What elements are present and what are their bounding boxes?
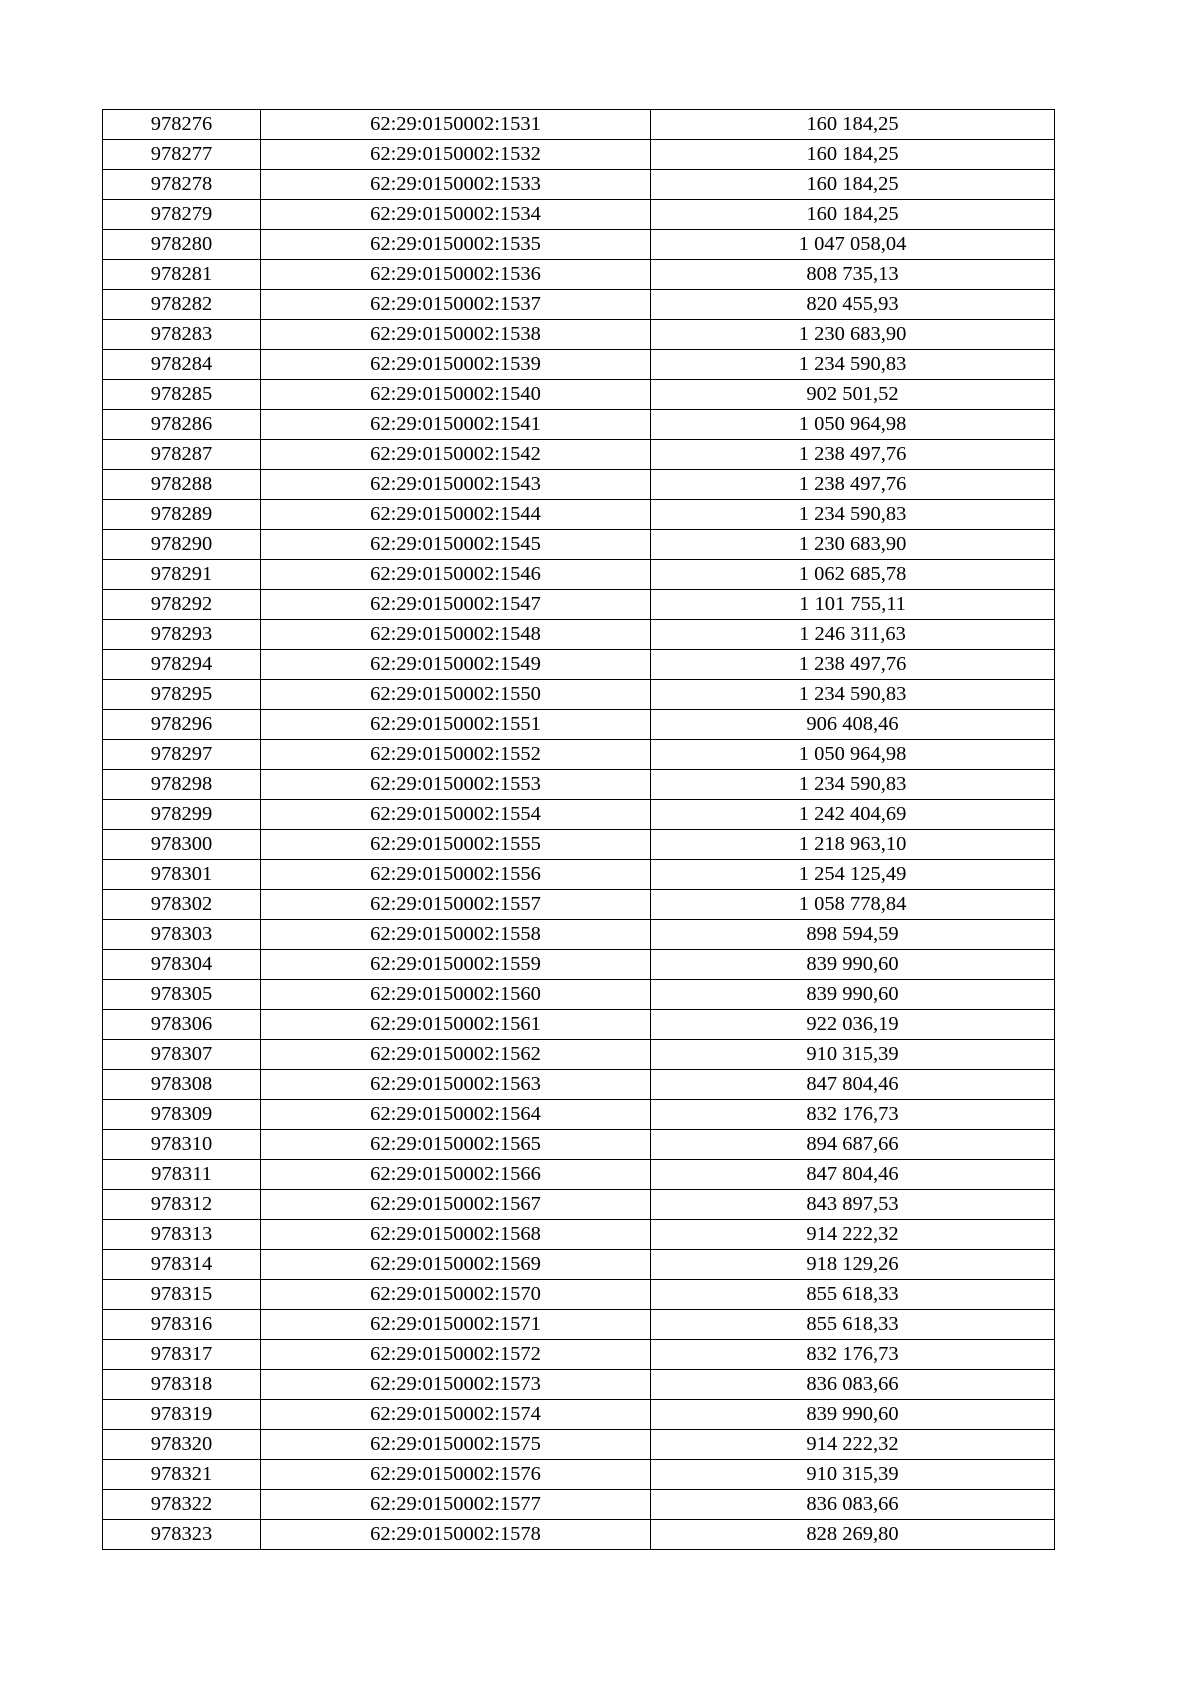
cadastral-value-table [102,109,1055,1550]
table-row [103,110,1055,140]
row-number-cell: 978306 [103,1010,261,1040]
cadastral-number-cell: 62:29:0150002:1541 [261,410,651,440]
cadastral-number-cell: 62:29:0150002:1555 [261,830,651,860]
cadastral-number-cell: 62:29:0150002:1542 [261,440,651,470]
table-row [103,560,1055,590]
row-number-cell: 978293 [103,620,261,650]
table-row [103,1160,1055,1190]
row-number-cell: 978277 [103,140,261,170]
row-number-cell: 978291 [103,560,261,590]
cadastral-value-cell: 836 083,66 [651,1370,1055,1400]
table-row [103,320,1055,350]
cadastral-value-cell: 855 618,33 [651,1310,1055,1340]
row-number-cell: 978285 [103,380,261,410]
row-number-cell: 978294 [103,650,261,680]
cadastral-value-cell: 1 238 497,76 [651,650,1055,680]
table-row [103,1310,1055,1340]
cadastral-value-cell: 918 129,26 [651,1250,1055,1280]
table-row [103,1070,1055,1100]
row-number-cell: 978302 [103,890,261,920]
cadastral-value-cell: 843 897,53 [651,1190,1055,1220]
cadastral-number-cell: 62:29:0150002:1551 [261,710,651,740]
row-number-cell: 978303 [103,920,261,950]
row-number-cell: 978321 [103,1460,261,1490]
row-number-cell: 978319 [103,1400,261,1430]
cadastral-value-cell: 808 735,13 [651,260,1055,290]
table-row [103,530,1055,560]
table-row [103,1370,1055,1400]
cadastral-number-cell: 62:29:0150002:1533 [261,170,651,200]
table-row [103,620,1055,650]
row-number-cell: 978307 [103,1040,261,1070]
row-number-cell: 978311 [103,1160,261,1190]
table-row [103,680,1055,710]
table-row [103,1280,1055,1310]
cadastral-number-cell: 62:29:0150002:1547 [261,590,651,620]
row-number-cell: 978304 [103,950,261,980]
row-number-cell: 978290 [103,530,261,560]
cadastral-number-cell: 62:29:0150002:1553 [261,770,651,800]
table-row [103,1220,1055,1250]
cadastral-number-cell: 62:29:0150002:1562 [261,1040,651,1070]
row-number-cell: 978286 [103,410,261,440]
cadastral-value-cell: 828 269,80 [651,1520,1055,1550]
row-number-cell: 978315 [103,1280,261,1310]
cadastral-value-cell: 1 234 590,83 [651,680,1055,710]
row-number-cell: 978283 [103,320,261,350]
row-number-cell: 978296 [103,710,261,740]
cadastral-value-cell: 1 050 964,98 [651,740,1055,770]
cadastral-value-cell: 1 062 685,78 [651,560,1055,590]
cadastral-number-cell: 62:29:0150002:1549 [261,650,651,680]
table-row [103,470,1055,500]
cadastral-number-cell: 62:29:0150002:1570 [261,1280,651,1310]
cadastral-value-cell: 1 254 125,49 [651,860,1055,890]
cadastral-number-cell: 62:29:0150002:1568 [261,1220,651,1250]
cadastral-value-cell: 832 176,73 [651,1100,1055,1130]
table-row [103,890,1055,920]
cadastral-number-cell: 62:29:0150002:1572 [261,1340,651,1370]
table-row [103,710,1055,740]
table-row [103,1190,1055,1220]
table-row [103,1100,1055,1130]
cadastral-number-cell: 62:29:0150002:1565 [261,1130,651,1160]
row-number-cell: 978278 [103,170,261,200]
table-row [103,650,1055,680]
row-number-cell: 978295 [103,680,261,710]
cadastral-value-cell: 1 238 497,76 [651,470,1055,500]
cadastral-value-cell: 1 047 058,04 [651,230,1055,260]
row-number-cell: 978313 [103,1220,261,1250]
cadastral-value-cell: 820 455,93 [651,290,1055,320]
row-number-cell: 978282 [103,290,261,320]
row-number-cell: 978284 [103,350,261,380]
cadastral-number-cell: 62:29:0150002:1540 [261,380,651,410]
table-row [103,1010,1055,1040]
cadastral-value-cell: 906 408,46 [651,710,1055,740]
cadastral-number-cell: 62:29:0150002:1552 [261,740,651,770]
table-row [103,200,1055,230]
table-row [103,1460,1055,1490]
cadastral-value-cell: 914 222,32 [651,1430,1055,1460]
row-number-cell: 978320 [103,1430,261,1460]
cadastral-number-cell: 62:29:0150002:1531 [261,110,651,140]
cadastral-number-cell: 62:29:0150002:1559 [261,950,651,980]
row-number-cell: 978323 [103,1520,261,1550]
cadastral-number-cell: 62:29:0150002:1554 [261,800,651,830]
table-row [103,1490,1055,1520]
row-number-cell: 978288 [103,470,261,500]
cadastral-value-cell: 910 315,39 [651,1460,1055,1490]
cadastral-value-cell: 847 804,46 [651,1160,1055,1190]
cadastral-number-cell: 62:29:0150002:1539 [261,350,651,380]
cadastral-value-cell: 839 990,60 [651,1400,1055,1430]
cadastral-value-cell: 1 234 590,83 [651,350,1055,380]
cadastral-value-cell: 1 234 590,83 [651,770,1055,800]
cadastral-number-cell: 62:29:0150002:1563 [261,1070,651,1100]
cadastral-value-cell: 855 618,33 [651,1280,1055,1310]
cadastral-value-cell: 832 176,73 [651,1340,1055,1370]
cadastral-number-cell: 62:29:0150002:1535 [261,230,651,260]
table-row [103,230,1055,260]
cadastral-number-cell: 62:29:0150002:1567 [261,1190,651,1220]
table-row [103,1520,1055,1550]
row-number-cell: 978281 [103,260,261,290]
cadastral-number-cell: 62:29:0150002:1575 [261,1430,651,1460]
cadastral-number-cell: 62:29:0150002:1576 [261,1460,651,1490]
table-row [103,740,1055,770]
row-number-cell: 978316 [103,1310,261,1340]
row-number-cell: 978292 [103,590,261,620]
cadastral-number-cell: 62:29:0150002:1534 [261,200,651,230]
cadastral-number-cell: 62:29:0150002:1543 [261,470,651,500]
table-row [103,980,1055,1010]
row-number-cell: 978318 [103,1370,261,1400]
cadastral-value-cell: 1 238 497,76 [651,440,1055,470]
row-number-cell: 978305 [103,980,261,1010]
table-row [103,140,1055,170]
row-number-cell: 978280 [103,230,261,260]
table-row [103,950,1055,980]
cadastral-number-cell: 62:29:0150002:1577 [261,1490,651,1520]
row-number-cell: 978289 [103,500,261,530]
row-number-cell: 978322 [103,1490,261,1520]
cadastral-value-cell: 922 036,19 [651,1010,1055,1040]
cadastral-number-cell: 62:29:0150002:1537 [261,290,651,320]
cadastral-number-cell: 62:29:0150002:1545 [261,530,651,560]
cadastral-value-cell: 1 242 404,69 [651,800,1055,830]
cadastral-number-cell: 62:29:0150002:1558 [261,920,651,950]
table-row [103,440,1055,470]
cadastral-value-cell: 160 184,25 [651,170,1055,200]
cadastral-number-cell: 62:29:0150002:1566 [261,1160,651,1190]
table-row [103,920,1055,950]
table-row [103,500,1055,530]
cadastral-value-cell: 160 184,25 [651,140,1055,170]
cadastral-number-cell: 62:29:0150002:1536 [261,260,651,290]
table-row [103,290,1055,320]
table-row [103,1430,1055,1460]
table-body [103,110,1055,1550]
row-number-cell: 978299 [103,800,261,830]
cadastral-value-cell: 1 246 311,63 [651,620,1055,650]
table-row [103,380,1055,410]
cadastral-value-cell: 160 184,25 [651,200,1055,230]
table-row [103,350,1055,380]
row-number-cell: 978276 [103,110,261,140]
cadastral-value-cell: 839 990,60 [651,980,1055,1010]
row-number-cell: 978312 [103,1190,261,1220]
cadastral-number-cell: 62:29:0150002:1546 [261,560,651,590]
row-number-cell: 978301 [103,860,261,890]
row-number-cell: 978297 [103,740,261,770]
cadastral-number-cell: 62:29:0150002:1550 [261,680,651,710]
table-row [103,1250,1055,1280]
cadastral-value-cell: 914 222,32 [651,1220,1055,1250]
cadastral-number-cell: 62:29:0150002:1561 [261,1010,651,1040]
cadastral-value-cell: 894 687,66 [651,1130,1055,1160]
cadastral-number-cell: 62:29:0150002:1544 [261,500,651,530]
table-row [103,1130,1055,1160]
table-row [103,1400,1055,1430]
cadastral-value-cell: 1 230 683,90 [651,530,1055,560]
table-row [103,410,1055,440]
cadastral-number-cell: 62:29:0150002:1571 [261,1310,651,1340]
cadastral-value-cell: 160 184,25 [651,110,1055,140]
row-number-cell: 978317 [103,1340,261,1370]
cadastral-value-cell: 910 315,39 [651,1040,1055,1070]
cadastral-value-cell: 1 230 683,90 [651,320,1055,350]
row-number-cell: 978300 [103,830,261,860]
cadastral-number-cell: 62:29:0150002:1578 [261,1520,651,1550]
cadastral-value-cell: 898 594,59 [651,920,1055,950]
cadastral-number-cell: 62:29:0150002:1557 [261,890,651,920]
row-number-cell: 978279 [103,200,261,230]
cadastral-number-cell: 62:29:0150002:1560 [261,980,651,1010]
row-number-cell: 978287 [103,440,261,470]
cadastral-number-cell: 62:29:0150002:1569 [261,1250,651,1280]
cadastral-number-cell: 62:29:0150002:1574 [261,1400,651,1430]
row-number-cell: 978314 [103,1250,261,1280]
cadastral-value-cell: 847 804,46 [651,1070,1055,1100]
cadastral-value-cell: 902 501,52 [651,380,1055,410]
cadastral-value-cell: 1 058 778,84 [651,890,1055,920]
cadastral-value-cell: 1 050 964,98 [651,410,1055,440]
cadastral-number-cell: 62:29:0150002:1564 [261,1100,651,1130]
table-row [103,800,1055,830]
table-row [103,1340,1055,1370]
cadastral-value-cell: 1 218 963,10 [651,830,1055,860]
cadastral-number-cell: 62:29:0150002:1556 [261,860,651,890]
table-row [103,590,1055,620]
cadastral-number-cell: 62:29:0150002:1548 [261,620,651,650]
cadastral-number-cell: 62:29:0150002:1538 [261,320,651,350]
table-row [103,170,1055,200]
table-row [103,770,1055,800]
table-row [103,260,1055,290]
table-row [103,1040,1055,1070]
row-number-cell: 978298 [103,770,261,800]
row-number-cell: 978310 [103,1130,261,1160]
cadastral-value-cell: 1 234 590,83 [651,500,1055,530]
cadastral-number-cell: 62:29:0150002:1532 [261,140,651,170]
row-number-cell: 978309 [103,1100,261,1130]
cadastral-value-cell: 1 101 755,11 [651,590,1055,620]
cadastral-number-cell: 62:29:0150002:1573 [261,1370,651,1400]
table-row [103,830,1055,860]
cadastral-value-cell: 836 083,66 [651,1490,1055,1520]
row-number-cell: 978308 [103,1070,261,1100]
table-row [103,860,1055,890]
cadastral-value-cell: 839 990,60 [651,950,1055,980]
